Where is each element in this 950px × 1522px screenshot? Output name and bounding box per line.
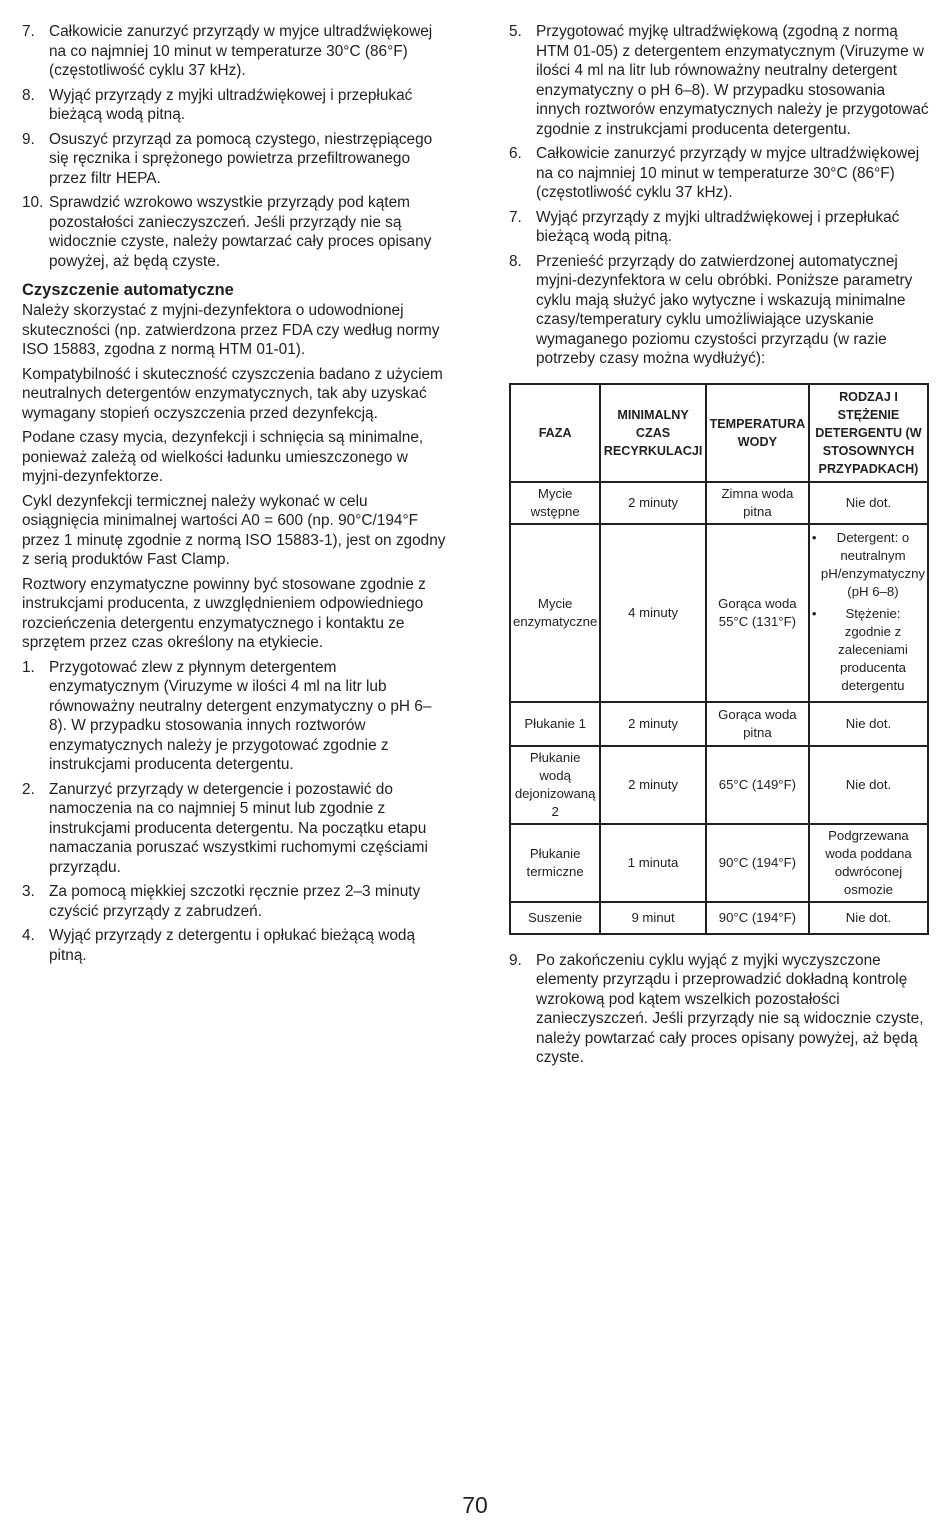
- cell-detergent: [809, 524, 928, 702]
- list-item: [509, 252, 929, 369]
- manual-cleaning-steps-continued: [22, 22, 447, 271]
- cell-temperature: 90°C (194°F): [706, 824, 809, 902]
- table-row: [510, 482, 928, 524]
- step-text: Osuszyć przyrząd za pomocą czystego, niestrzępiącego się ręcznika i sprężonego powietrza przefiltrowanego przez filtr HEPA.: [49, 130, 433, 187]
- step-text: Przenieść przyrządy do zatwierdzonej automatycznej myjni-dezynfektora w celu obróbki. Poniższe parametry cyklu mają służyć jako wytyczne i wskazują minimalne czasy/temperatury cyklu umożliwiające uzyskanie wymaganego poziomu czystości przyrządu (w razie potrzeby czasy można wydłużyć):: [536, 252, 913, 367]
- cell-detergent: Nie dot.: [809, 482, 928, 524]
- table-row: [510, 524, 928, 702]
- cell-time: 2 minuty: [600, 746, 706, 824]
- paragraph: Podane czasy mycia, dezynfekcji i schnięcia są minimalne, ponieważ zależą od wielkości ładunku umieszczonego w myjni-dezynfektorze.: [22, 429, 424, 485]
- detergent-bullet-list: [812, 529, 925, 695]
- cell-detergent: Nie dot.: [809, 902, 928, 934]
- automatic-cleaning-steps: [22, 658, 447, 966]
- cell-detergent: Nie dot.: [809, 702, 928, 746]
- step-text: Całkowicie zanurzyć przyrządy w myjce ultradźwiękowej na co najmniej 10 minut w temperaturze 30°C (86°F) (częstotliwość cyklu 37 kHz).: [536, 145, 920, 201]
- ultrasonic-steps: [509, 22, 929, 369]
- list-item: [22, 926, 447, 965]
- cell-time: 1 minuta: [600, 824, 706, 902]
- column-header-time: MINIMALNY CZAS RECYRKULACJI: [600, 384, 706, 482]
- step-number: 3.: [22, 883, 35, 900]
- cell-temperature: Zimna woda pitna: [706, 482, 809, 524]
- step-number: 2.: [22, 780, 35, 798]
- step-number: 10.: [22, 194, 44, 211]
- step-text: Wyjąć przyrządy z myjki ultradźwiękowej i przepłukać bieżącą wodą pitną.: [536, 208, 900, 245]
- step-number: 4.: [22, 927, 35, 944]
- section-title: Czyszczenie automatyczne: [22, 281, 234, 299]
- table-row: [510, 702, 928, 746]
- cell-time: 9 minut: [600, 902, 706, 934]
- step-number: 6.: [509, 145, 522, 162]
- step-text: Sprawdzić wzrokowo wszystkie przyrządy pod kątem pozostałości zanieczyszczeń. Jeśli przyrządy nie są widocznie czyste, należy powtarzać cały proces opisany powyżej, aż będą czyste.: [49, 194, 432, 270]
- step-text: Przygotować myjkę ultradźwiękową (zgodną z normą HTM 01-05) z detergentem enzymatycznym (Viruzyme w ilości 4 ml na litr lub równoważny neutralny detergent enzymatyczny o pH 6–8). W przypadku stosowania innych roztworów enzymatycznych należy je przygotować zgodnie z instrukcjami producenta detergentu.: [536, 23, 929, 138]
- step-number: 8.: [22, 86, 35, 104]
- cell-temperature: 90°C (194°F): [706, 902, 809, 934]
- cell-time: 2 minuty: [600, 482, 706, 524]
- step-number: 8.: [509, 252, 522, 270]
- paragraph: Należy skorzystać z myjni-dezynfektora o udowodnionej skuteczności (np. zatwierdzona przez FDA czy według normy ISO 15883, zgodna z normą HTM 01-01).: [22, 302, 440, 358]
- paragraph: Kompatybilność i skuteczność czyszczenia badano z użyciem neutralnych detergentów enzymatycznych, tak aby uzyskać wymagany stopień oczyszczenia przed dezynfekcją.: [22, 365, 443, 422]
- right-column: [509, 22, 929, 1073]
- post-cycle-steps: [509, 951, 929, 1068]
- cell-detergent: Nie dot.: [809, 746, 928, 824]
- cell-phase: Suszenie: [510, 902, 600, 934]
- step-number: 9.: [22, 130, 35, 148]
- column-header-phase: FAZA: [510, 384, 600, 482]
- step-number: 5.: [509, 23, 522, 40]
- left-column: [22, 22, 447, 970]
- table-row: [510, 824, 928, 902]
- list-item: [22, 780, 447, 878]
- step-text: Wyjąć przyrządy z detergentu i opłukać bieżącą wodą pitną.: [49, 927, 416, 964]
- table-header-row: [510, 384, 928, 482]
- step-number: 7.: [22, 23, 35, 40]
- step-text: Wyjąć przyrządy z myjki ultradźwiękowej i przepłukać bieżącą wodą pitną.: [49, 86, 413, 123]
- list-item: [22, 658, 447, 775]
- table-row: [510, 902, 928, 934]
- step-text: Zanurzyć przyrządy w detergencie i pozostawić do namoczenia na co najmniej 5 minut lub zgodnie z instrukcjami producenta detergentu. Na początku etapu namaczania poruszać wszystkimi ruchomymi częściami przyrządu.: [49, 780, 428, 876]
- column-header-temperature: TEMPERATURA WODY: [706, 384, 809, 482]
- cell-phase: Płukanie termiczne: [510, 824, 600, 902]
- step-number: 9.: [509, 951, 522, 969]
- paragraph: Roztwory enzymatyczne powinny być stosowane zgodnie z instrukcjami producenta, z uwzględnieniem odpowiedniego rozcieńczenia detergentu enzymatycznego i kontaktu ze sprzętem przez czas określony na etykiecie.: [22, 575, 426, 651]
- step-number: 7.: [509, 208, 522, 226]
- cell-temperature: Gorąca woda pitna: [706, 702, 809, 746]
- paragraph: Cykl dezynfekcji termicznej należy wykonać w celu osiągnięcia minimalnej wartości A0 = 600 (np. 90°C/194°F przez 1 minutę zgodnie z normą ISO 15883-1), jest on zgodny z serią produktów Fast Clamp.: [22, 492, 446, 568]
- list-item: [22, 882, 447, 921]
- step-text: Przygotować zlew z płynnym detergentem enzymatycznym (Viruzyme w ilości 4 ml na litr lub równoważny neutralny detergent enzymatyczny o pH 6–8). W przypadku stosowania innych roztworów enzymatycznych należy je przygotować zgodnie z instrukcjami producenta detergentu.: [49, 658, 432, 773]
- cell-time: 4 minuty: [600, 524, 706, 702]
- list-item: [22, 130, 447, 189]
- cell-detergent: Podgrzewana woda poddana odwróconej osmozie: [809, 824, 928, 902]
- list-item: [22, 22, 447, 81]
- cell-phase: Płukanie wodą dejonizowaną 2: [510, 746, 600, 824]
- list-item: [22, 193, 447, 271]
- step-text: Za pomocą miękkiej szczotki ręcznie przez 2–3 minuty czyścić przyrządy z zabrudzeń.: [49, 883, 421, 920]
- cell-time: 2 minuty: [600, 702, 706, 746]
- list-item: [509, 951, 929, 1068]
- cell-phase: Płukanie 1: [510, 702, 600, 746]
- step-text: Całkowicie zanurzyć przyrządy w myjce ultradźwiękowej na co najmniej 10 minut w temperaturze 30°C (86°F) (częstotliwość cyklu 37 kHz).: [49, 23, 433, 79]
- cell-phase: Mycie wstępne: [510, 482, 600, 524]
- table-row: [510, 746, 928, 824]
- cell-temperature: Gorąca woda 55°C (131°F): [706, 524, 809, 702]
- cycle-parameters-table: [509, 383, 929, 935]
- list-item: [509, 144, 929, 203]
- cell-temperature: 65°C (149°F): [706, 746, 809, 824]
- cell-phase: Mycie enzymatyczne: [510, 524, 600, 702]
- list-item: [509, 22, 929, 139]
- step-number: 1.: [22, 658, 35, 676]
- page-number: 70: [462, 1492, 488, 1518]
- column-header-detergent: RODZAJ I STĘŻENIE DETERGENTU (W STOSOWNYCH PRZYPADKACH): [809, 384, 928, 482]
- list-item: • Stężenie: zgodnie z zaleceniami producenta detergentu: [812, 605, 925, 695]
- step-text: Po zakończeniu cyklu wyjąć z myjki wyczyszczone elementy przyrządu i przeprowadzić dokładną kontrolę wzrokową pod kątem wszelkich pozostałości zanieczyszczeń. Jeśli przyrządy nie są widocznie czyste, należy powtarzać cały proces opisany powyżej, aż będą czyste.: [536, 951, 924, 1066]
- list-item: • Detergent: o neutralnym pH/enzymatyczny (pH 6–8): [812, 529, 925, 601]
- list-item: [509, 208, 929, 247]
- list-item: [22, 86, 447, 125]
